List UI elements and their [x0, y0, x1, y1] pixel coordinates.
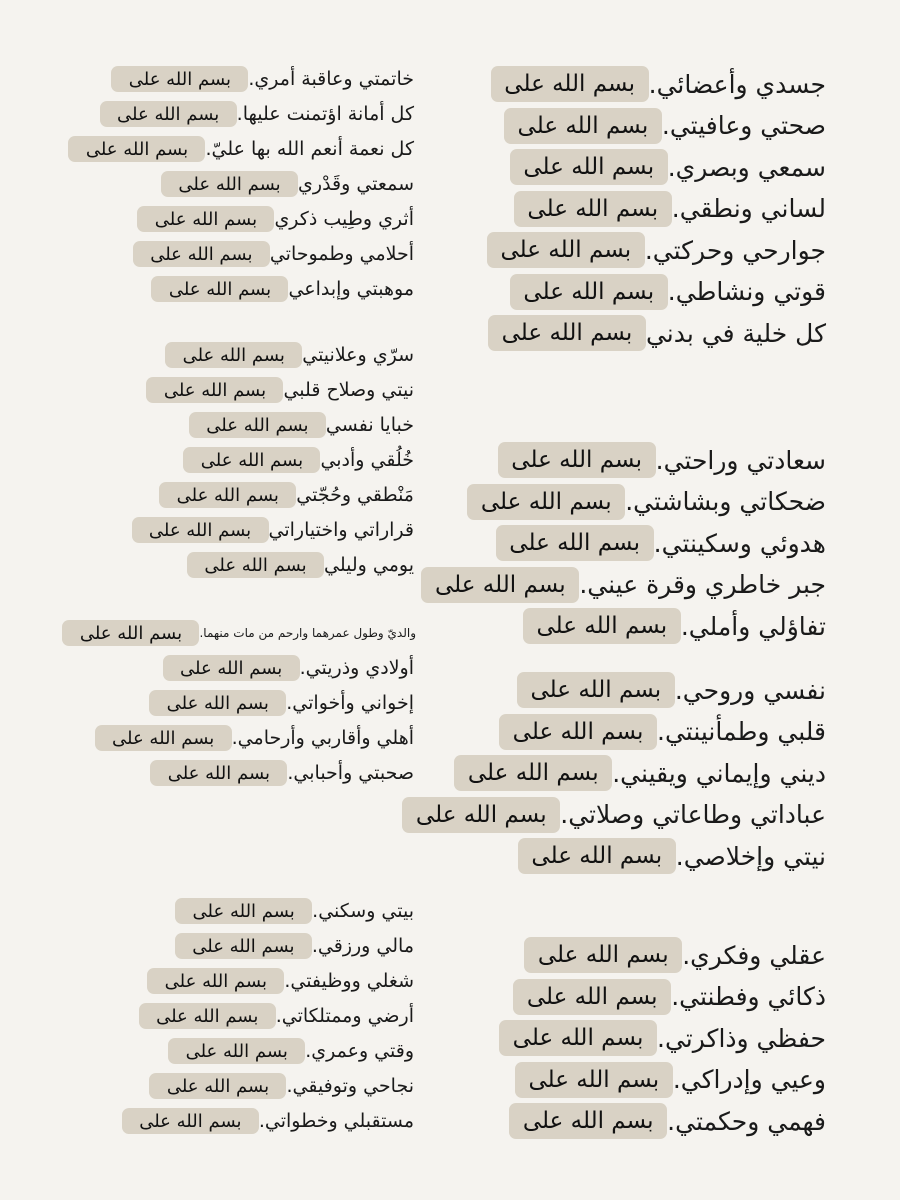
- prefix-pill: بسم الله على: [151, 276, 288, 302]
- left-line: [122, 1108, 426, 1134]
- prefix-pill: بسم الله على: [149, 1073, 286, 1099]
- prefix-pill: بسم الله على: [504, 108, 662, 144]
- phrase-text: جسدي وأعضائي.: [648, 69, 826, 99]
- phrase-text: صحتي وعافيتي.: [661, 111, 826, 140]
- prefix-pill: بسم الله على: [509, 1103, 667, 1139]
- phrase-text: أهلي وأقاربي وأرحامي.: [231, 727, 414, 749]
- phrase-text: وقتي وعمري.: [305, 1040, 414, 1062]
- phrase-text: نجاحي وتوفيقي.: [286, 1075, 414, 1097]
- left-line: [159, 482, 426, 508]
- prefix-pill: بسم الله على: [513, 979, 671, 1015]
- left-line: [183, 447, 426, 473]
- prefix-pill: بسم الله على: [518, 838, 676, 874]
- prefix-pill: بسم الله على: [165, 342, 302, 368]
- left-line: [146, 377, 426, 403]
- left-line: [133, 241, 426, 267]
- prefix-pill: بسم الله على: [147, 968, 284, 994]
- prefix-pill: بسم الله على: [189, 412, 326, 438]
- prefix-pill: بسم الله على: [496, 525, 654, 561]
- prefix-pill: بسم الله على: [510, 149, 668, 185]
- prefix-pill: بسم الله على: [175, 898, 312, 924]
- prefix-pill: بسم الله على: [499, 714, 657, 750]
- phrase-text: كل أمانة اؤتمنت عليها.: [236, 103, 414, 125]
- prefix-pill: بسم الله على: [168, 1038, 305, 1064]
- prefix-pill: بسم الله على: [133, 241, 270, 267]
- prefix-pill: بسم الله على: [498, 442, 656, 478]
- left-line: [62, 620, 426, 646]
- prefix-pill: بسم الله على: [454, 755, 612, 791]
- right-line: [488, 315, 842, 351]
- phrase-text: جوارحي وحركتي.: [644, 235, 826, 265]
- phrase-text: مالي ورزقي.: [311, 935, 414, 957]
- phrase-text: فهمي وحكمتي.: [667, 1106, 826, 1136]
- prefix-pill: بسم الله على: [467, 484, 625, 520]
- prefix-pill: بسم الله على: [146, 377, 283, 403]
- prefix-pill: بسم الله على: [175, 933, 312, 959]
- phrase-text: خبايا نفسي: [325, 414, 414, 436]
- phrase-text: مَنْطقي وحُجّتي: [296, 484, 414, 506]
- left-line: [132, 517, 427, 543]
- phrase-text: سمعتي وقَدْري: [298, 173, 414, 195]
- phrase-text: يومي وليلي: [324, 554, 414, 576]
- right-line: [496, 525, 842, 561]
- right-line: [509, 1103, 842, 1139]
- phrase-text: عباداتي وطاعاتي وصلاتي.: [560, 800, 826, 829]
- left-line: [149, 690, 426, 716]
- prefix-pill: بسم الله على: [161, 171, 298, 197]
- prefix-pill: بسم الله على: [139, 1003, 276, 1029]
- right-line: [487, 232, 842, 268]
- phrase-text: عقلي وفكري.: [682, 940, 826, 970]
- phrase-text: إخواني وأخواتي.: [286, 692, 414, 714]
- phrase-text: سعادتي وراحتي.: [655, 445, 826, 475]
- prefix-pill: بسم الله على: [491, 66, 649, 102]
- phrase-text: بيتي وسكني.: [312, 900, 414, 922]
- phrase-text: نفسي وروحي.: [674, 675, 826, 705]
- prefix-pill: بسم الله على: [111, 66, 248, 92]
- prefix-pill: بسم الله على: [421, 567, 579, 603]
- phrase-text: مستقبلي وخطواتي.: [258, 1110, 414, 1132]
- right-line: [513, 979, 842, 1015]
- left-line: [165, 342, 426, 368]
- right-line: [454, 755, 842, 791]
- right-line: [498, 442, 842, 478]
- phrase-text: نيتي وصلاح قلبي: [283, 379, 414, 401]
- left-line: [189, 412, 426, 438]
- left-line: [187, 552, 426, 578]
- prefix-pill: بسم الله على: [163, 655, 300, 681]
- left-line: [175, 898, 426, 924]
- phrase-text: كل نعمة أنعم الله بها عليّ.: [205, 138, 414, 160]
- prefix-pill: بسم الله على: [499, 1020, 657, 1056]
- phrase-text: قراراتي واختياراتي: [268, 519, 414, 541]
- left-line: [137, 206, 426, 232]
- prefix-pill: بسم الله على: [149, 690, 286, 716]
- left-line: [149, 1073, 426, 1099]
- phrase-text: شغلي ووظيفتي.: [284, 970, 414, 992]
- phrase-text: خاتمتي وعاقبة أمري.: [248, 68, 414, 90]
- prefix-pill: بسم الله على: [132, 517, 269, 543]
- phrase-text: خُلُقي وأدبي: [320, 449, 414, 471]
- phrase-text: لساني ونطقي.: [671, 194, 826, 223]
- right-line: [491, 66, 842, 102]
- right-line: [515, 1062, 842, 1098]
- prefix-pill: بسم الله على: [159, 482, 296, 508]
- left-line: [147, 968, 426, 994]
- prefix-pill: بسم الله على: [515, 1062, 673, 1098]
- right-line: [510, 274, 842, 310]
- left-line: [68, 136, 426, 162]
- phrase-text: نيتي وإخلاصي.: [675, 841, 826, 871]
- phrase-text: موهبتي وإبداعي: [288, 278, 414, 300]
- right-line: [499, 714, 842, 750]
- phrase-text: سرّي وعلانيتي: [302, 344, 414, 366]
- left-line: [150, 760, 426, 786]
- phrase-text: ذكائي وفطنتي.: [671, 982, 826, 1011]
- right-line: [510, 149, 842, 185]
- prefix-pill: بسم الله على: [517, 672, 675, 708]
- phrase-text: كل خلية في بدني: [645, 318, 826, 348]
- prefix-pill: بسم الله على: [68, 136, 205, 162]
- left-line: [175, 933, 426, 959]
- prefix-pill: بسم الله على: [488, 315, 646, 351]
- right-line: [517, 672, 842, 708]
- right-line: [499, 1020, 842, 1056]
- phrase-text: أثري وطِيب ذكري: [274, 208, 414, 230]
- left-line: [168, 1038, 426, 1064]
- right-line: [514, 191, 842, 227]
- phrase-text: والديّ وطول عمرهما وارحم من مات منهما.: [199, 626, 416, 640]
- phrase-text: تفاؤلي وأملي.: [680, 611, 826, 641]
- prefix-pill: بسم الله على: [137, 206, 274, 232]
- phrase-text: قوتي ونشاطي.: [667, 277, 826, 306]
- prefix-pill: بسم الله على: [95, 725, 232, 751]
- prefix-pill: بسم الله على: [487, 232, 645, 268]
- right-line: [518, 838, 842, 874]
- phrase-text: أرضي وممتلكاتي.: [275, 1005, 414, 1027]
- prefix-pill: بسم الله على: [62, 620, 199, 646]
- right-line: [523, 608, 842, 644]
- left-line: [111, 66, 426, 92]
- prefix-pill: بسم الله على: [187, 552, 324, 578]
- phrase-text: سمعي وبصري.: [667, 152, 826, 182]
- prefix-pill: بسم الله على: [100, 101, 237, 127]
- prefix-pill: بسم الله على: [402, 797, 560, 833]
- prefix-pill: بسم الله على: [510, 274, 668, 310]
- prefix-pill: بسم الله على: [122, 1108, 259, 1134]
- right-line: [402, 797, 842, 833]
- left-line: [100, 101, 426, 127]
- phrase-text: حفظي وذاكرتي.: [657, 1023, 826, 1053]
- prefix-pill: بسم الله على: [524, 937, 682, 973]
- phrase-text: هدوئي وسكينتي.: [653, 528, 826, 558]
- right-line: [524, 937, 842, 973]
- right-line: [421, 567, 842, 603]
- phrase-text: ضحكاتي وبشاشتي.: [625, 487, 826, 516]
- prefix-pill: بسم الله على: [183, 447, 320, 473]
- phrase-text: قلبي وطمأنينتي.: [657, 717, 826, 746]
- phrase-text: أولادي وذريتي.: [299, 657, 414, 679]
- left-line: [161, 171, 426, 197]
- left-line: [95, 725, 426, 751]
- phrase-text: جبر خاطري وقرة عيني.: [579, 570, 826, 599]
- phrase-text: وعيي وإدراكي.: [672, 1065, 826, 1094]
- phrase-text: ديني وإيماني ويقيني.: [612, 758, 826, 788]
- right-line: [504, 108, 842, 144]
- right-line: [467, 484, 842, 520]
- prefix-pill: بسم الله على: [514, 191, 672, 227]
- phrase-text: أحلامي وطموحاتي: [269, 243, 414, 265]
- prefix-pill: بسم الله على: [523, 608, 681, 644]
- left-line: [151, 276, 426, 302]
- left-line: [139, 1003, 426, 1029]
- prefix-pill: بسم الله على: [150, 760, 287, 786]
- phrase-text: صحبتي وأحبابي.: [287, 762, 414, 784]
- left-line: [163, 655, 426, 681]
